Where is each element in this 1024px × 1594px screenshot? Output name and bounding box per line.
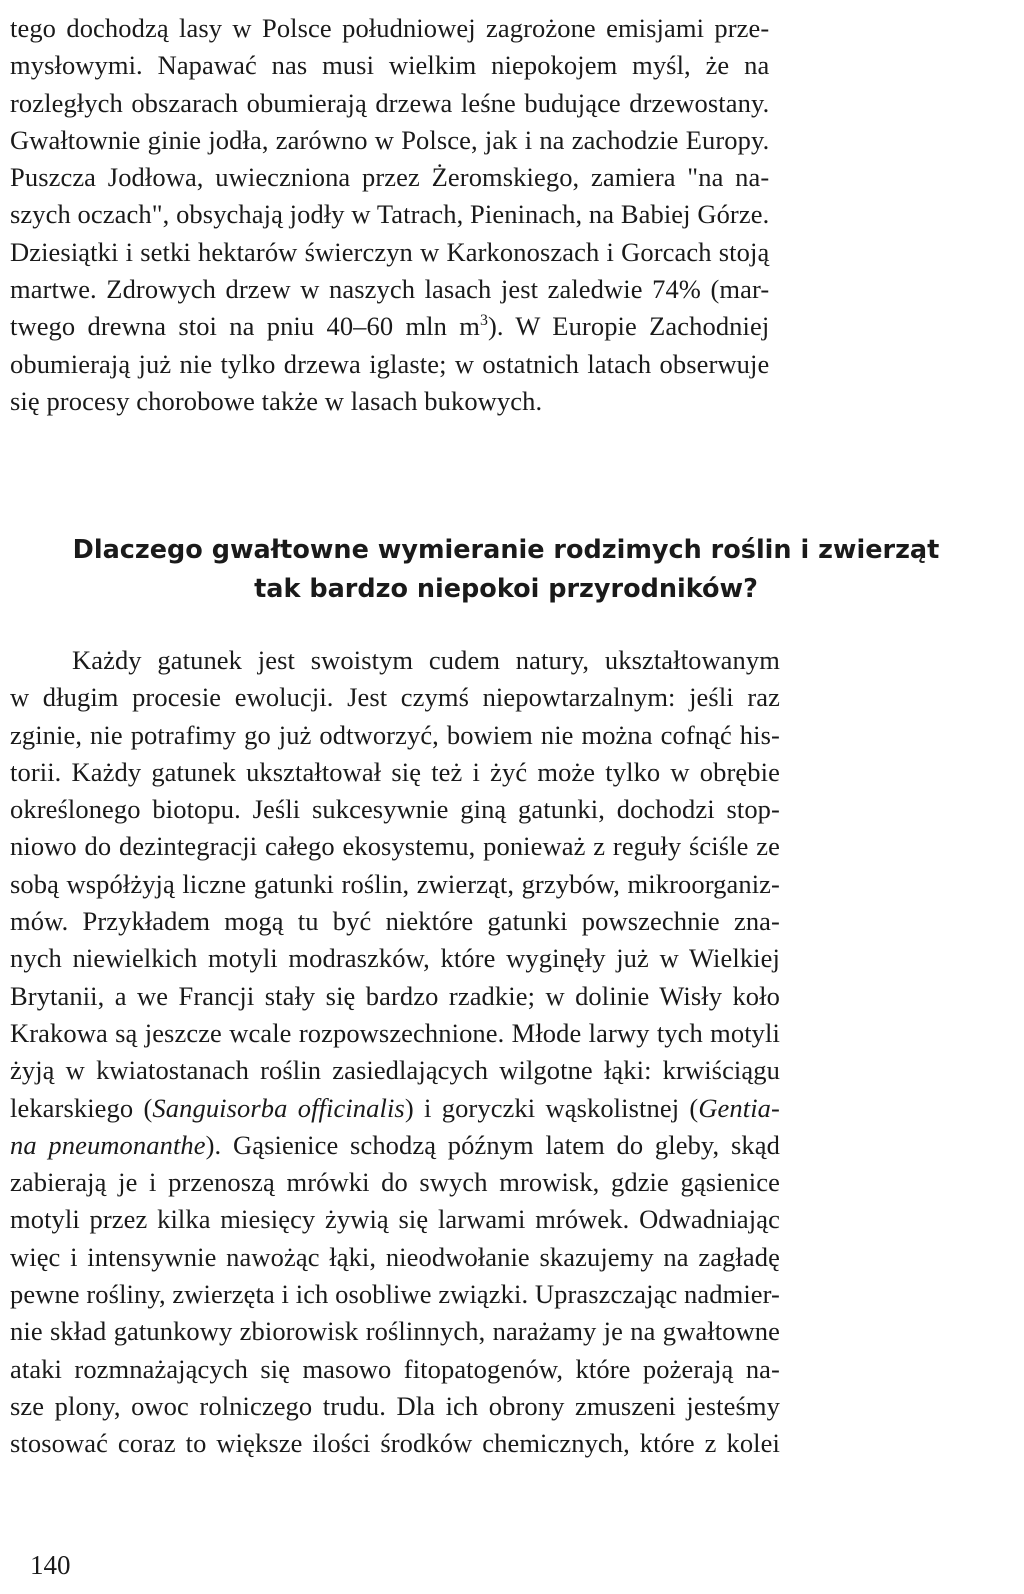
text-fragment: ) i goryczki wąskolistnej ( bbox=[404, 1092, 699, 1123]
text-line: mów. Przykładem mogą tu być niektóre gatunki powszechnie zna- bbox=[10, 906, 780, 937]
latin-name: na pneumonanthe bbox=[10, 1129, 206, 1160]
text-line: się procesy chorobowe także w lasach bukowych. bbox=[10, 385, 543, 416]
text-line: niowo do dezintegracji całego ekosystemu, ponieważ z reguły ściśle ze bbox=[10, 831, 780, 862]
text-line: więc i intensywnie nawożąc łąki, nieodwołanie skazujemy na zagładę bbox=[10, 1241, 780, 1272]
text-fragment: lekarskiego ( bbox=[10, 1092, 153, 1123]
text-line: określonego biotopu. Jeśli sukcesywnie giną gatunki, dochodzi stop- bbox=[10, 794, 780, 825]
text-line: zabierają je i przenoszą mrówki do swych mrowisk, gdzie gąsienice bbox=[10, 1167, 780, 1198]
text-line: w długim procesie ewolucji. Jest czymś niepowtarzalnym: jeśli raz bbox=[10, 682, 780, 713]
text-line: Gwałtownie ginie jodła, zarówno w Polsce, jak i na zachodzie Europy. bbox=[10, 124, 770, 155]
text-line: pewne rośliny, zwierzęta i ich osobliwe związki. Upraszczając nadmier- bbox=[10, 1279, 780, 1310]
text-line-with-latin-name bbox=[10, 1090, 780, 1127]
heading-line: tak bardzo niepokoi przyrodników? bbox=[254, 574, 758, 604]
text-line: obumierają już nie tylko drzewa iglaste; w ostatnich latach obserwuje bbox=[10, 348, 770, 379]
paragraph-species-loss bbox=[10, 642, 780, 1463]
text-line: Krakowa są jeszcze wcale rozpowszechnione. Młode larwy tych motyli bbox=[10, 1017, 780, 1048]
superscript: 3 bbox=[479, 312, 488, 330]
text-line: sze plony, owoc rolniczego trudu. Dla ich obrony zmuszeni jesteśmy bbox=[10, 1390, 780, 1421]
text-fragment: twego drewna stoi na pniu 40–60 mln m bbox=[10, 311, 480, 342]
text-line: szych oczach", obsychają jodły w Tatrach, Pieninach, na Babiej Górze. bbox=[10, 199, 770, 230]
text-line: zginie, nie potrafimy go już odtworzyć, bowiem nie można cofnąć his- bbox=[10, 719, 780, 750]
text-line: Każdy gatunek jest swoistym cudem natury, ukształtowanym bbox=[72, 645, 780, 675]
section-heading bbox=[10, 531, 1002, 609]
heading-line: Dlaczego gwałtowne wymieranie rodzimych roślin i zwierząt bbox=[72, 535, 940, 565]
text-fragment: ). W Europie Zachodniej bbox=[488, 311, 770, 342]
text-fragment: ). Gąsienice schodzą późnym latem do gleby, skąd bbox=[205, 1129, 780, 1160]
text-line: Puszcza Jodłowa, uwieczniona przez Żeromskiego, zamiera "na na- bbox=[10, 162, 770, 193]
text-line: Brytanii, a we Francji stały się bardzo rzadkie; w dolinie Wisły koło bbox=[10, 980, 780, 1011]
latin-name: Gentia- bbox=[698, 1092, 780, 1123]
text-line: stosować coraz to większe ilości środków chemicznych, które z kolei bbox=[10, 1428, 780, 1459]
paragraph-forest-decline bbox=[10, 10, 769, 420]
text-line: motyli przez kilka miesięcy żywią się larwami mrówek. Odwadniając bbox=[10, 1204, 780, 1235]
page-number: 140 bbox=[30, 1550, 71, 1580]
text-line: rozległych obszarach obumierają drzewa leśne budujące drzewostany. bbox=[10, 87, 770, 118]
text-line: Dziesiątki i setki hektarów świerczyn w Karkonoszach i Gorcach stoją bbox=[10, 236, 770, 267]
text-line: nych niewielkich motyli modraszków, które wyginęły już w Wielkiej bbox=[10, 943, 780, 974]
text-line: mysłowymi. Napawać nas musi wielkim niepokojem myśl, że na bbox=[10, 50, 770, 81]
text-line: martwe. Zdrowych drzew w naszych lasach jest zaledwie 74% (mar- bbox=[10, 274, 770, 305]
text-line: ataki rozmnażających się masowo fitopatogenów, które pożerają na- bbox=[10, 1353, 780, 1384]
latin-name: Sanguisorba officinalis bbox=[152, 1092, 405, 1123]
text-line-with-latin-name bbox=[10, 1127, 780, 1164]
text-line: nie skład gatunkowy zbiorowisk roślinnych, narażamy je na gwałtowne bbox=[10, 1316, 780, 1347]
text-line: torii. Każdy gatunek ukształtował się też i żyć może tylko w obrębie bbox=[10, 756, 780, 787]
text-line: sobą współżyją liczne gatunki roślin, zwierząt, grzybów, mikroorganiz- bbox=[10, 868, 780, 899]
text-line: żyją w kwiatostanach roślin zasiedlających wilgotne łąki: krwiściągu bbox=[10, 1055, 780, 1086]
text-line-with-superscript bbox=[10, 308, 769, 345]
text-line: tego dochodzą lasy w Polsce południowej zagrożone emisjami prze- bbox=[10, 13, 770, 43]
